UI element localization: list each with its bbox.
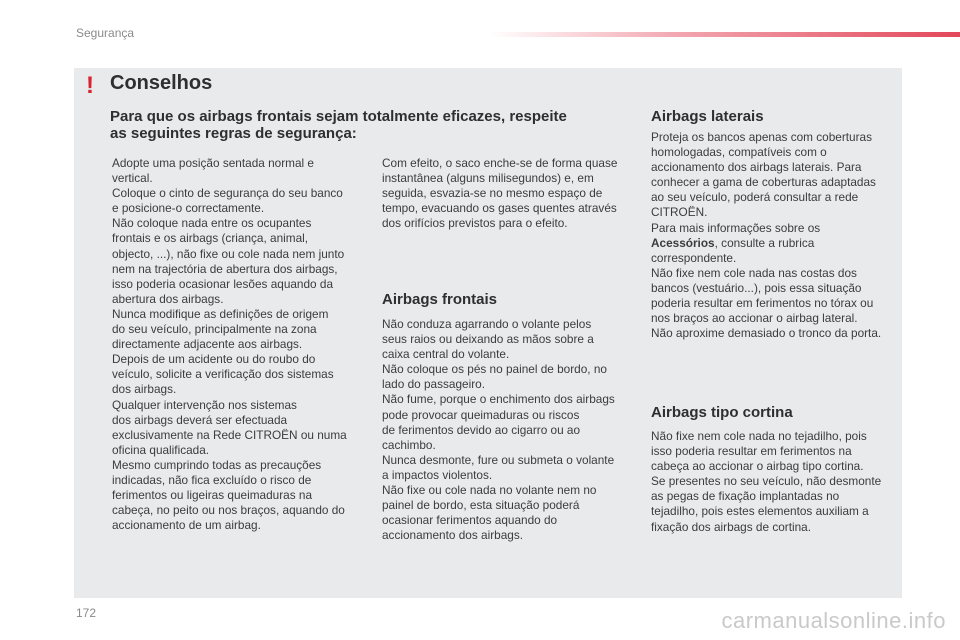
frontal-airbags-text: Não conduza agarrando o volante pelos seus raios ou deixando as mãos sobre a caixa central do volante. Não coloque os pés no painel de bordo, no lado do passageiro. Não fume, porque o enchimento dos airbags pode provocar queimaduras ou riscos de ferimentos devido ao cigarro ou ao cachimbo. Nunca desmonte, fure ou submeta o volante a impactos violentos. Não fixe ou cole nada no volante nem no painel de bordo, esta situação poderá ocasionar ferimentos aquando do accionamento dos airbags. (382, 317, 615, 543)
intro-heading: Para que os airbags frontais sejam totalmente eficazes, respeite as seguintes regras de segurança: (110, 108, 567, 142)
side-airbags-text-part2: , consulte a rubrica correspondente. Não fixe nem cole nada nas costas dos bancos (vestuário...), pois essa situação poderia resultar em ferimentos no tórax ou nos braços ao accionar o airbag lateral. Não aproxime demasiado o tronco da porta. (651, 235, 882, 341)
section-label: Segurança (76, 26, 135, 40)
side-airbags-text-part1: Proteja os bancos apenas com coberturas homologadas, compatíveis com o accionamento dos airbags laterais. Para conhecer a gama de coberturas adaptadas ao seu veículo, poderá consultar a rede CITROËN. Para mais informações sobre os (651, 130, 876, 235)
panel-title: Conselhos (110, 72, 213, 94)
side-airbags-heading: Airbags laterais (651, 108, 764, 125)
accessories-link-text: Acessórios (651, 235, 715, 250)
curtain-airbags-text: Não fixe nem cole nada no tejadilho, pois isso poderia resultar em ferimentos na cabeça ao accionar o airbag tipo cortina. Se presentes no seu veículo, não desmonte as pegas de fixação implantadas no tejadilho, pois estes elementos auxiliam a fixação dos airbags de cortina. (651, 429, 882, 534)
page-number: 172 (76, 606, 97, 620)
side-airbags-text (651, 130, 903, 341)
frontal-airbags-heading: Airbags frontais (382, 291, 498, 308)
inflation-explanation-text: Com efeito, o saco enche-se de forma quase instantânea (alguns milisegundos) e, em seguida, esvazia-se no mesmo espaço de tempo, evacuando os gases quentes através dos orifícios previstos para o efeito. (382, 156, 618, 231)
curtain-airbags-heading: Airbags tipo cortina (651, 404, 793, 421)
exclamation-icon: ! (86, 72, 94, 99)
header-accent-bar (490, 32, 960, 37)
watermark: carmanualsonline.info (721, 608, 946, 633)
general-advice-text: Adopte uma posição sentada normal e vertical. Coloque o cinto de segurança do seu banco e posicione-o correctamente. Não coloque nada entre os ocupantes frontais e os airbags (criança, animal, objecto, ...), não fixe ou cole nada nem junto nem na trajectória de abertura dos airbags, isso poderia ocasionar lesões aquando da abertura dos airbags. Nunca modifique as definições de origem do seu veículo, principalmente na zona directamente adjacente aos airbags. Depois de um acidente ou do roubo do veículo, solicite a verificação dos sistemas dos airbags. Qualquer intervenção nos sistemas dos airbags deverá ser efectuada exclusivamente na Rede CITROËN ou numa oficina qualificada. Mesmo cumprindo todas as precauções indicadas, não fica excluído o risco de ferimentos ou ligeiras queimaduras na cabeça, no peito ou nos braços, aquando do accionamento de um airbag. (112, 156, 347, 533)
